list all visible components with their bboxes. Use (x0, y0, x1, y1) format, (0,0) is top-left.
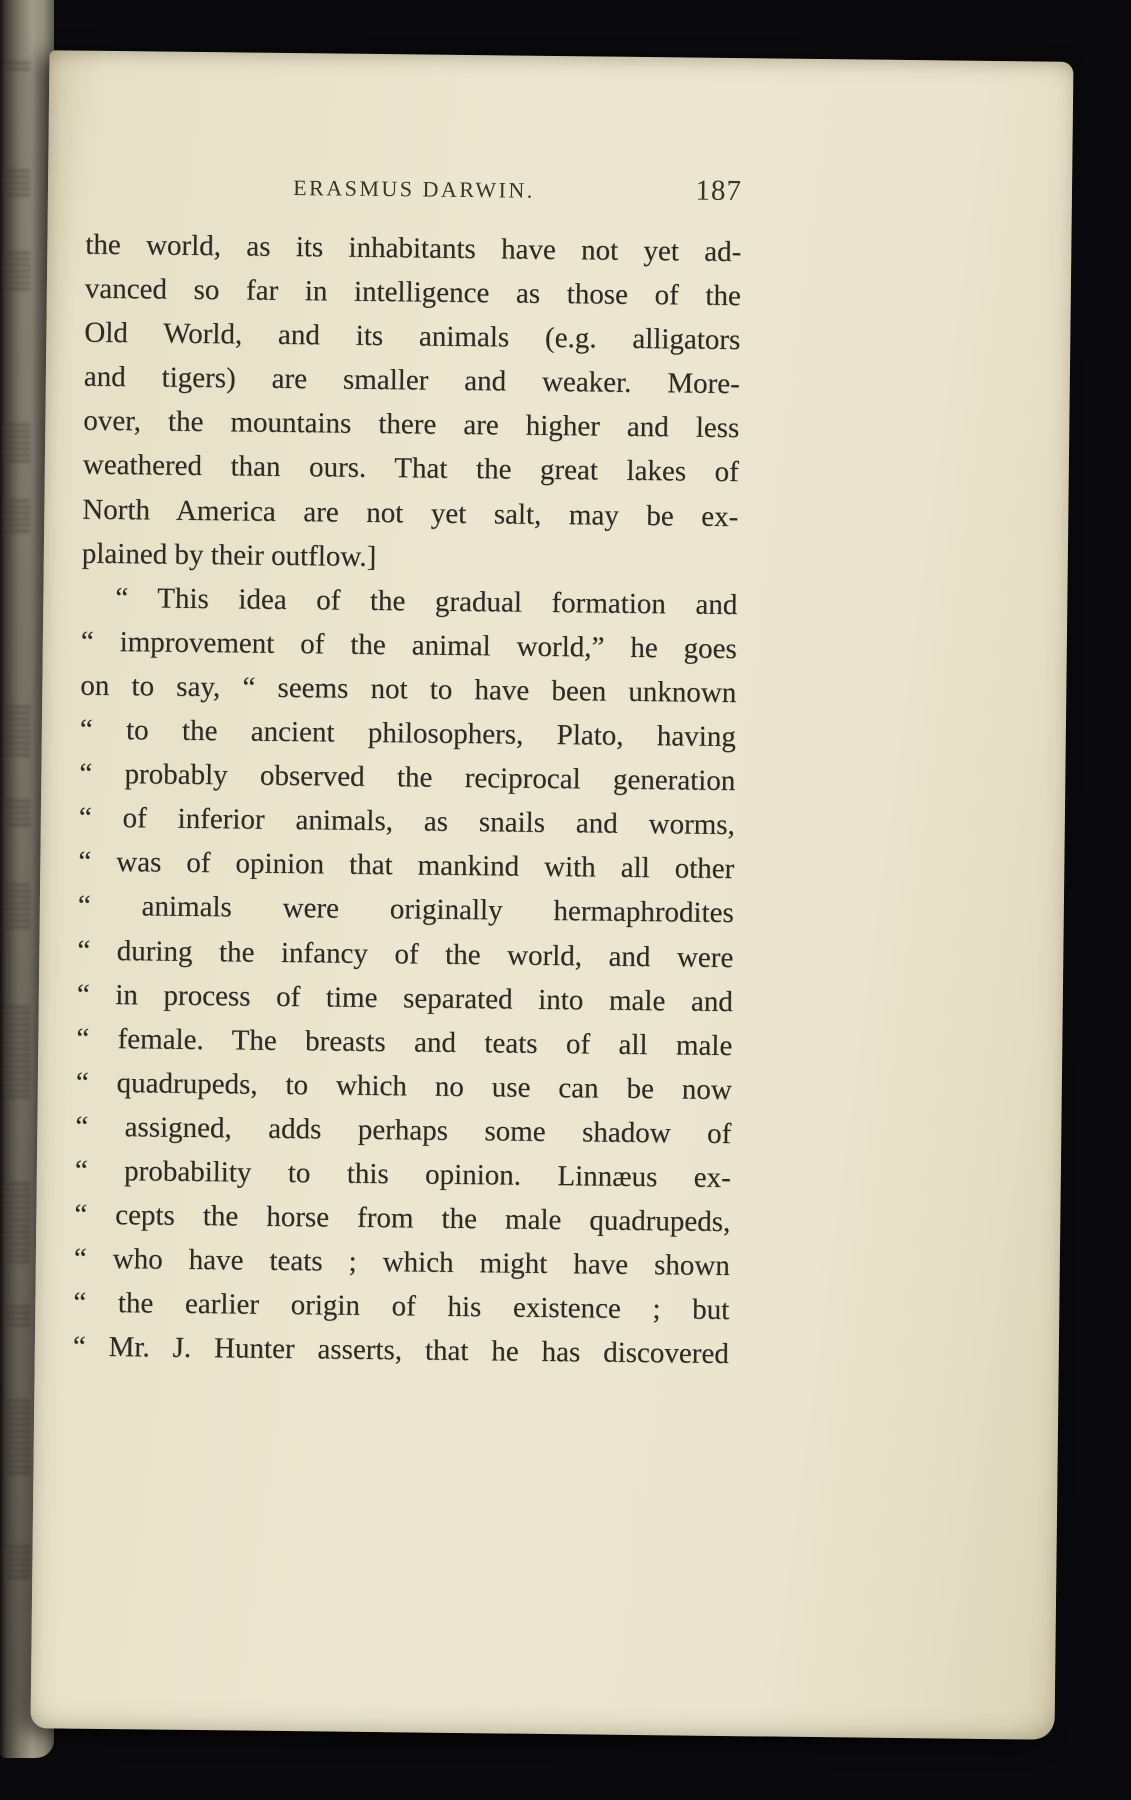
page-number: 187 (695, 174, 743, 208)
text-line: “ of inferior animals, as snails and worms, (78, 801, 735, 842)
text-line: “ This idea of the gradual formation and (115, 581, 738, 621)
text-line: “ animals were originally hermaphrodites (77, 890, 734, 930)
text-line: “ improvement of the animal world,” he goes (80, 625, 737, 665)
book-page (31, 50, 1074, 1740)
page-header (86, 173, 742, 212)
text-line: “ probability to this opinion. Linnæus ex- (74, 1154, 731, 1195)
edge-text-smudge (3, 800, 30, 830)
text-line: plained by their outflow.] (81, 537, 377, 573)
edge-text-smudge (3, 500, 30, 532)
text-line: the world, as its inhabitants have not yet ad- (85, 228, 742, 269)
edge-text-smudge (3, 424, 30, 462)
edge-text-smudge (3, 252, 30, 294)
edge-text-smudge (3, 1306, 30, 1330)
text-line: and tigers) are smaller and weaker. More- (83, 360, 740, 401)
text-line: “ female. The breasts and teats of all male (76, 1022, 733, 1062)
text-line: weathered than ours. That the great lakes of (82, 449, 739, 489)
text-line: North America are not yet salt, may be ex- (82, 493, 739, 533)
edge-text-smudge (3, 706, 30, 760)
edge-text-smudge (3, 1183, 30, 1265)
edge-text-smudge (3, 1546, 30, 1578)
text-line: Old World, and its animals (e.g. alligators (84, 316, 741, 357)
text-line: “ in process of time separated into male and (76, 978, 733, 1018)
text-line: “ quadrupeds, to which no use can be now (75, 1066, 732, 1106)
text-line: “ who have teats ; which might have shown (73, 1242, 730, 1283)
text-line: “ the earlier origin of his existence ; but (73, 1286, 730, 1327)
edge-text-smudge (3, 1006, 30, 1098)
text-line: vanced so far in intelligence as those of the (84, 272, 741, 313)
text-line: “ was of opinion that mankind with all other (78, 845, 735, 886)
text-line: “ during the infancy of the world, and were (77, 934, 734, 974)
edge-text-smudge (3, 884, 30, 928)
edge-text-smudge (3, 62, 30, 74)
text-line: over, the mountains there are higher and less (83, 405, 740, 445)
text-line: “ cepts the horse from the male quadrupeds, (74, 1198, 731, 1239)
body-text-block (73, 223, 742, 1377)
text-line: “ to the ancient philosophers, Plato, having (79, 713, 736, 754)
text-line: “ assigned, adds perhaps some shadow of (75, 1110, 732, 1150)
text-line: “ probably observed the reciprocal generation (79, 757, 736, 798)
edge-text-smudge (3, 1400, 30, 1474)
text-line: on to say, “ seems not to have been unknown (80, 669, 737, 710)
running-header-title: ERASMUS DARWIN. (293, 175, 535, 203)
edge-text-smudge (3, 170, 30, 198)
text-line: “ Mr. J. Hunter asserts, that he has discovered (72, 1330, 729, 1371)
